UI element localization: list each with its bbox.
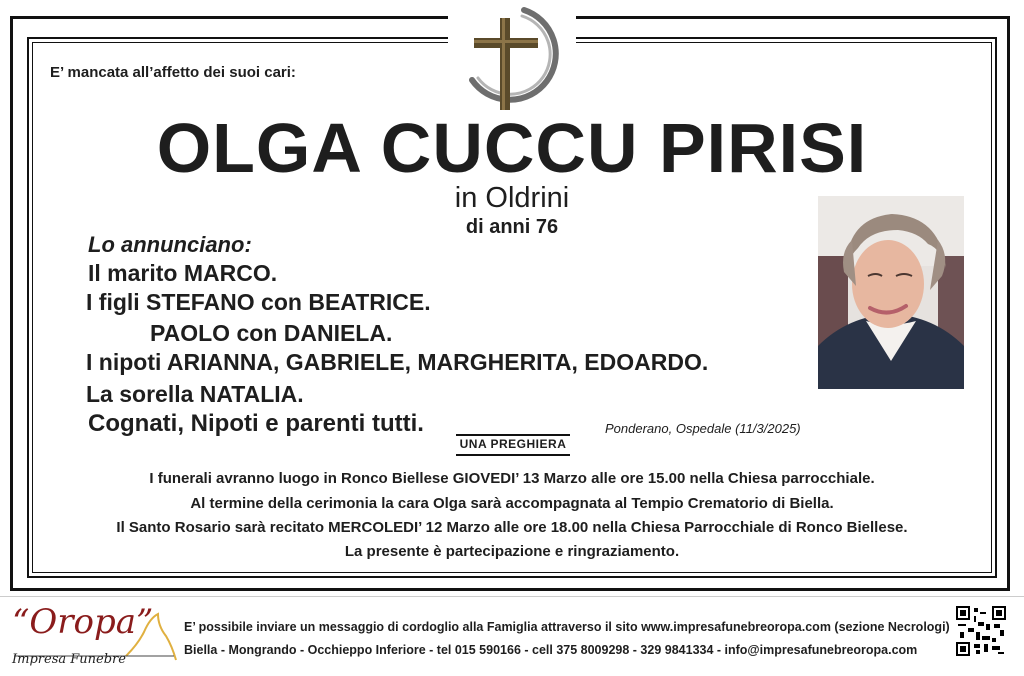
portrait-photo xyxy=(818,196,964,389)
funeral-line: La presente è partecipazione e ringraziamento. xyxy=(344,543,680,560)
logo-subtitle: Impresa Funebre xyxy=(12,652,126,667)
age-text: di anni 76 xyxy=(465,216,559,238)
signature-line xyxy=(456,434,570,436)
relative-line: Cognati, Nipoti e parenti tutti. xyxy=(88,410,424,437)
prayer-label: UNA PREGHIERA xyxy=(456,437,570,456)
relative-line: I figli STEFANO con BEATRICE. xyxy=(86,289,431,315)
footer-divider xyxy=(0,596,1024,597)
relative-line: La sorella NATALIA. xyxy=(86,381,304,407)
footer-contacts: Biella - Mongrando - Occhieppo Inferiore - tel 015 590166 - cell 375 8009298 - 329 9841334 - info@impresafunebreoropa.com xyxy=(184,643,918,657)
announce-label: Lo annunciano: xyxy=(88,232,252,257)
cross-icon xyxy=(462,2,572,112)
relative-line: PAOLO con DANIELA. xyxy=(150,320,393,346)
funeral-line: Il Santo Rosario sarà recitato MERCOLEDI’ 12 Marzo alle ore 18.00 nella Chiesa Parrocchiale di Ronco Biellese. xyxy=(116,519,908,536)
intro-text: E’ mancata all’affetto dei suoi cari: xyxy=(50,64,296,81)
place-date: Ponderano, Ospedale (11/3/2025) xyxy=(605,421,801,436)
deceased-name: OLGA CUCCU PIRISI xyxy=(156,109,868,187)
funeral-line: I funerali avranno luogo in Ronco Biellese GIOVEDI’ 13 Marzo alle ore 15.00 nella Chiesa parrocchiale. xyxy=(149,470,875,487)
married-name: in Oldrini xyxy=(454,182,570,214)
funeral-line: Al termine della cerimonia la cara Olga sarà accompagnata al Tempio Crematorio di Biella. xyxy=(190,495,834,512)
relative-line: Il marito MARCO. xyxy=(88,260,278,286)
logo-word: “Oropa” xyxy=(12,602,154,642)
relative-line: I nipoti ARIANNA, GABRIELE, MARGHERITA, EDOARDO. xyxy=(86,349,709,375)
qr-code-icon[interactable] xyxy=(956,606,1006,656)
footer-message: E’ possibile inviare un messaggio di cordoglio alla Famiglia attraverso il sito www.impresafunebreoropa.com (sezione Necrologi) xyxy=(184,620,950,634)
